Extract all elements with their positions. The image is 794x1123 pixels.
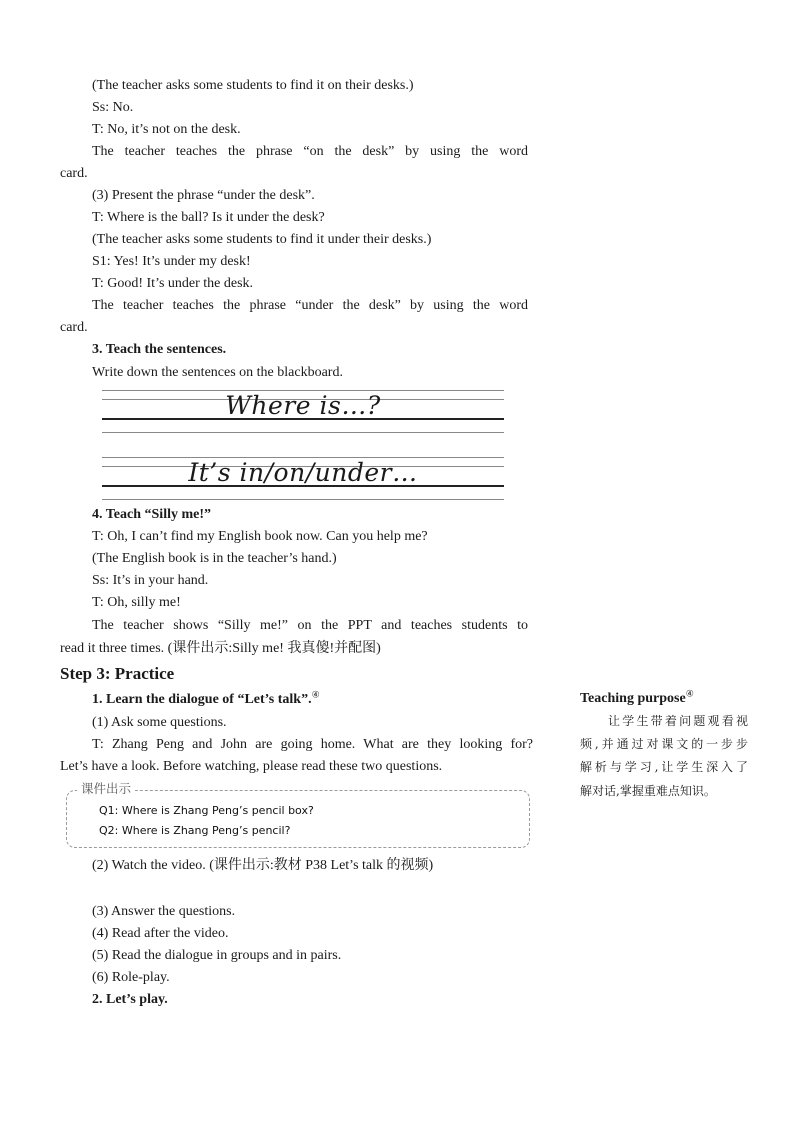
footnote-marker: ④ (685, 688, 694, 699)
footnote-marker: ④ (311, 689, 320, 700)
handwriting-lines-2 (102, 457, 504, 501)
text-line: Let’s have a look. Before watching, please read these two questions. (60, 759, 443, 774)
text-line: T: Good! It’s under the desk. (92, 276, 254, 291)
text-line: S1: Yes! It’s under my desk! (92, 254, 251, 269)
text-line: T: Oh, I can’t find my English book now. Can you help me? (92, 529, 428, 544)
sidebar-title-text: Teaching purpose (580, 691, 686, 706)
sidebar-text: 让学生带着问题观看视 (608, 714, 748, 728)
handwriting-sentence: Where is…? (225, 391, 381, 420)
section-heading: 3. Teach the sentences. (92, 342, 227, 357)
step-heading: Step 3: Practice (60, 664, 175, 683)
text-line: T: Oh, silly me! (92, 595, 181, 610)
text-line: (3) Present the phrase “under the desk”. (92, 188, 315, 203)
text-line: (2) Watch the video. (课件出示:教材 P38 Let’s talk 的视频) (92, 858, 434, 873)
courseware-box (66, 781, 530, 848)
text-line: T: Where is the ball? Is it under the desk? (92, 210, 325, 225)
text-line: (The English book is in the teacher’s hand.) (92, 551, 337, 566)
section-heading: 4. Teach “Silly me!” (92, 507, 212, 522)
teaching-purpose-title (580, 690, 694, 708)
text-line: (6) Role-play. (92, 970, 170, 985)
text-line: Write down the sentences on the blackboard. (92, 365, 343, 380)
text-line: The teacher teaches the phrase “under the desk” by using the word (92, 298, 528, 313)
guide-line (102, 499, 504, 500)
text-line: The teacher shows “Silly me!” on the PPT and teaches students to (92, 618, 528, 633)
text-line: T: Zhang Peng and John are going home. What are they looking for? (92, 737, 533, 752)
text-line: T: No, it’s not on the desk. (92, 122, 241, 137)
text-line: read it three times. (课件出示:Silly me! 我真傻!并配图) (60, 641, 381, 656)
text-line: Ss: It’s in your hand. (92, 573, 209, 588)
text-line: (The teacher asks some students to find it on their desks.) (92, 78, 414, 93)
text-line: (1) Ask some questions. (92, 715, 227, 730)
text-line: card. (60, 166, 88, 181)
text-line: (The teacher asks some students to find it under their desks.) (92, 232, 432, 247)
sidebar-text: 解析与学习,让学生深入了 (580, 760, 748, 774)
sidebar-text: 频,并通过对课文的一步步 (580, 737, 748, 751)
courseware-label: 课件出示 (77, 781, 135, 797)
question-2: Q2: Where is Zhang Peng’s pencil? (99, 824, 291, 837)
handwriting-lines-1 (102, 390, 504, 434)
section-heading (92, 691, 320, 709)
text-line: The teacher teaches the phrase “on the desk” by using the word (92, 144, 528, 159)
guide-line (102, 432, 504, 433)
text-line: (5) Read the dialogue in groups and in pairs. (92, 948, 342, 963)
text-line: Ss: No. (92, 100, 134, 115)
text-line: (4) Read after the video. (92, 926, 229, 941)
text-line: card. (60, 320, 88, 335)
handwriting-sentence: It’s in/on/under… (188, 458, 418, 487)
section-heading: 2. Let’s play. (92, 992, 168, 1007)
text-line: (3) Answer the questions. (92, 904, 236, 919)
question-1: Q1: Where is Zhang Peng’s pencil box? (99, 804, 314, 817)
heading-text: 1. Learn the dialogue of “Let’s talk”. (92, 692, 312, 707)
sidebar-text: 解对话,掌握重难点知识。 (580, 784, 716, 798)
